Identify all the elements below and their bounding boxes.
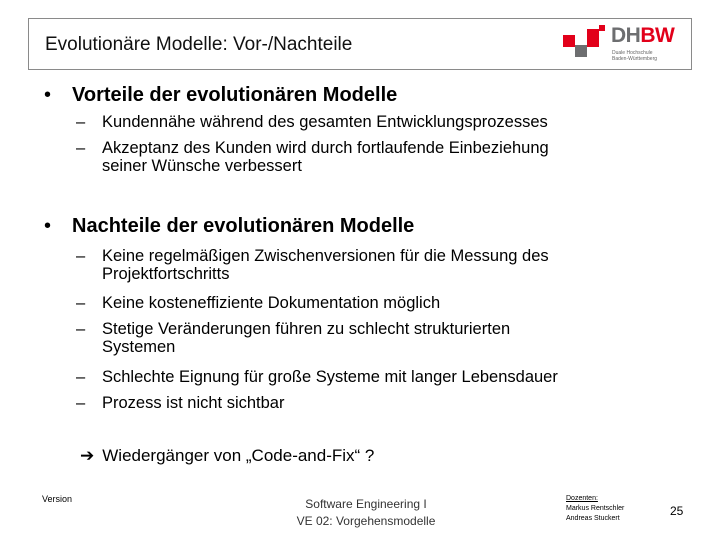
list-item-text: Schlechte Eignung für große Systeme mit langer Lebensdauer (102, 368, 558, 386)
conclusion-text: Wiedergänger von „Code-and-Fix“ ? (102, 446, 375, 465)
logo-text-dh: DH (611, 24, 641, 47)
dash-icon: – (76, 247, 86, 265)
footer-version-label: Version (42, 494, 73, 504)
list-item-text: Keine kosteneffiziente Dokumentation möglich (102, 294, 441, 312)
list-item-text: Prozess ist nicht sichtbar (102, 394, 285, 412)
list-item (76, 139, 549, 175)
dash-icon: – (76, 320, 86, 338)
footer-lecturer-label: Dozenten: (566, 495, 598, 502)
list-item (76, 247, 549, 283)
logo-red-square-right (587, 29, 599, 47)
bullet-icon: • (44, 215, 52, 237)
list-item-text: Akzeptanz des Kunden wird durch fortlaufende Einbeziehung (102, 139, 549, 157)
section-heading-text: Nachteile der evolutionären Modelle (72, 215, 415, 237)
list-item-text-cont: seiner Wünsche verbessert (102, 157, 302, 175)
footer-course-line2: VE 02: Vorgehensmodelle (296, 514, 436, 528)
dash-icon: – (76, 139, 86, 157)
section-heading-text: Vorteile der evolutionären Modelle (72, 84, 398, 106)
title-box (28, 18, 692, 70)
dash-icon: – (76, 368, 86, 386)
dash-icon: – (76, 294, 86, 312)
list-item-text: Keine regelmäßigen Zwischenversionen für die Messung des (102, 247, 549, 265)
list-item (76, 368, 558, 386)
logo-red-square-left (563, 35, 575, 47)
logo-text-bw: BW (640, 24, 675, 47)
list-item (76, 113, 548, 131)
dash-icon: – (76, 394, 86, 412)
dash-icon: – (76, 113, 86, 131)
page-number: 25 (670, 504, 684, 518)
list-item-text: Stetige Veränderungen führen zu schlecht strukturierten (102, 320, 511, 338)
footer-lecturer-1: Markus Rentschler (566, 505, 625, 512)
dhbw-logo (563, 25, 683, 65)
list-item-text-cont: Systemen (102, 338, 176, 356)
bullet-icon: • (44, 84, 52, 106)
footer-lecturer-2: Andreas Stuckert (566, 515, 620, 522)
footer-course (266, 496, 466, 530)
footer-lecturers (566, 494, 624, 524)
dhbw-logo-mark (563, 25, 609, 61)
list-item (76, 394, 285, 412)
list-item-text: Kundennähe während des gesamten Entwicklungsprozesses (102, 113, 548, 131)
logo-grey-square (575, 45, 587, 57)
list-item (76, 320, 511, 356)
section-heading-nachteile (44, 215, 415, 238)
section-heading-vorteile (44, 84, 398, 107)
list-item-text-cont: Projektfortschritts (102, 265, 230, 283)
logo-red-square-small (599, 25, 605, 31)
logo-subtitle-line1: Duale Hochschule (612, 50, 653, 56)
footer-course-line1: Software Engineering I (305, 497, 427, 511)
arrow-right-icon: ➔ (80, 446, 95, 465)
conclusion (80, 446, 374, 466)
logo-text (611, 24, 674, 48)
list-item (76, 294, 441, 312)
logo-subtitle-line2: Baden-Württemberg (612, 56, 658, 62)
slide-title: Evolutionäre Modelle: Vor-/Nachteile (45, 34, 353, 55)
